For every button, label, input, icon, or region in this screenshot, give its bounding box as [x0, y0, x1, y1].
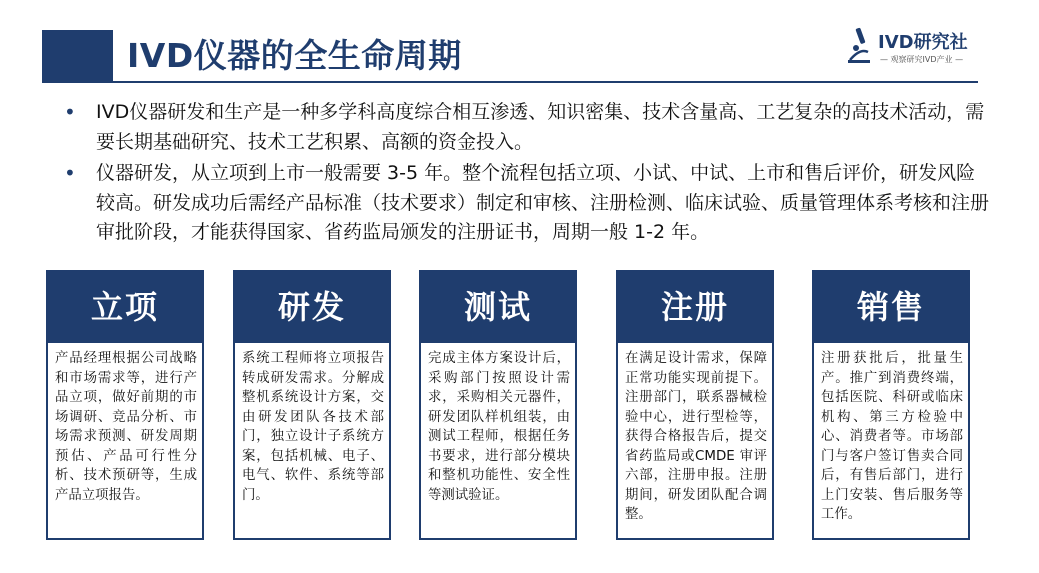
card-testing	[419, 270, 577, 540]
card-title: 立项	[48, 272, 202, 343]
bullet-text: 仪器研发，从立项到上市一般需要 3-5 年。整个流程包括立项、小试、中试、上市和售后评价，研发风险较高。研发成功后需经产品标准（技术要求）制定和审核、注册检测、临床试验、质量管理体系考核和注册审批阶段，才能获得国家、省药监局颁发的注册证书，周期一般 1-2 年。	[96, 162, 990, 243]
microscope-icon	[846, 26, 874, 66]
card-body: 产品经理根据公司战略和市场需求等，进行产品立项，做好前期的市场调研、竞品分析、市场需求预测、研发周期预估、产品可行性分析、技术预研等，生成产品立项报告。	[55, 351, 197, 503]
card-title: 测试	[421, 272, 575, 343]
lifecycle-cards	[46, 270, 996, 540]
bullet-dot-icon: •	[64, 100, 76, 124]
card-title: 注册	[618, 272, 772, 343]
page-title: IVD仪器的全生命周期	[127, 36, 462, 75]
title-accent-block	[42, 30, 113, 82]
card-registration	[616, 270, 774, 540]
title-divider	[42, 81, 978, 83]
card-development	[233, 270, 391, 540]
card-body: 在满足设计需求，保障正常功能实现前提下。注册部门，联系器械检验中心，进行型检等，获得合格报告后，提交省药监局或CMDE 审评六部，注册申报。注册期间，研发团队配合调整。	[625, 351, 767, 522]
logo-name: IVD研究社	[878, 32, 968, 53]
brand-logo	[846, 24, 976, 70]
bullet-item	[60, 159, 990, 248]
card-sales	[812, 270, 970, 540]
card-body: 系统工程师将立项报告转成研发需求。分解成整机系统设计方案，交由研发团队各技术部门，独立设计子系统方案，包括机械、电子、电气、软件、系统等部门。	[242, 351, 384, 503]
bullet-item	[60, 98, 990, 157]
logo-tagline: — 观察研究IVD产业 —	[880, 55, 964, 64]
card-title: 研发	[235, 272, 389, 343]
bullet-list	[60, 98, 990, 250]
card-initiation	[46, 270, 204, 540]
card-title: 销售	[814, 272, 968, 343]
card-body: 完成主体方案设计后，采购部门按照设计需求，采购相关元器件，研发团队样机组装，由测试工程师，根据任务书要求，进行部分模块和整机功能性、安全性等测试验证。	[428, 351, 570, 503]
card-body: 注册获批后，批量生产。推广到消费终端，包括医院、科研或临床机构、第三方检验中心、消费者等。市场部门与客户签订售卖合同后，有售后部门，进行上门安装、售后服务等工作。	[821, 351, 963, 522]
bullet-dot-icon: •	[64, 161, 76, 185]
bullet-text: IVD仪器研发和生产是一种多学科高度综合相互渗透、知识密集、技术含量高、工艺复杂的高技术活动，需要长期基础研究、技术工艺积累、高额的资金投入。	[96, 101, 985, 153]
